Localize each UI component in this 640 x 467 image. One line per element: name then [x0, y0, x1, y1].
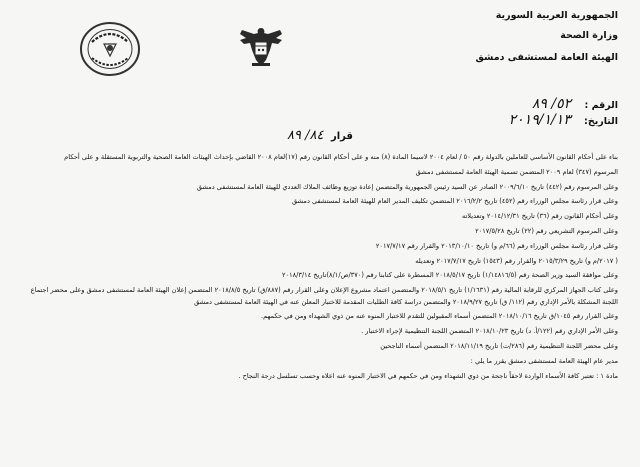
authority-name: الهيئة العامة لمستشفى دمشق: [475, 52, 618, 63]
document-header: [438, 10, 618, 72]
republic-name: الجمهورية العربية السورية: [495, 10, 618, 21]
paragraph-audit-agency: وعلى كتاب الجهاز المركزي للرقابة المالية رقم (١/١٦٣١) تاريخ ٢٠١٨/٥/١ والمتضمن اعتماد مشروع الإعلان وعلى القرار رقم (٨٨٧/ق) تاريخ ٢٠١٨/٨/٥ المتضمن إعلان الهيئة العامة لمستشفى دمشق وعلى محضر اجتماع اللجنة المشكلة بالأمر الإداري رقم (١١٢/ ق) تاريخ ٢٠١٨/٩/٢٧ والمتضمن دراسة كافة الطلبات المقدمة للاختبار المعلن عنه في الهيئة العامة لمستشفى دمشق: [30, 286, 618, 306]
ref-date-label: التاريخ:: [584, 116, 618, 127]
ministry-name: وزارة الصحة: [560, 30, 618, 41]
paragraph-article-1: مادة ١ : تعتبر كافة الأسماء الواردة لاحقاً ناجحة من ذوي الشهداء ومن في حكمهم في الاختبار المنوه عنه اعلاه وحسب تسلسل درجة النجاح .: [238, 371, 618, 380]
ref-number-label: الرقم :: [584, 100, 618, 111]
paragraph-decree-442: وعلى المرسوم رقم (٤٤٢) تاريخ ٢٠٠٩/٦/١٠ الصادر عن السيد رئيس الجمهورية والمتضمن إعادة توزيع وظائف الملاك العددي للهيئة العامة لمستشفى دمشق: [196, 182, 618, 191]
ref-date-value: ٢٠١٩/١/١٣: [508, 112, 571, 128]
paragraph-ministers-66: وعلى قرار رئاسة مجلس الوزراء رقم (٦٦/م و) تاريخ ٢٠١٣/١٠/١٠ والقرار رقم ٢٠١٧/٧/١٧: [375, 241, 618, 250]
paragraph-minister-approval: وعلى موافقة السيد وزير الصحة رقم (١/١٤٨١٦/٥) تاريخ ٢٠١٨/٥/١٧ المسطرة على كتابنا رقم (٣٧٠/ص/٨/١)تاريخ ٢٠١٨/٣/١٤: [282, 271, 618, 280]
syrian-eagle-emblem-icon: [236, 22, 286, 70]
paragraph-decision-1045: وعلى القرار رقم ١٠٤٥/ق تاريخ ٢٠١٨/١٠/١٦ المتضمن أسماء المقبولين للتقدم للاختبار المنوه عنه من ذوي الشهداء ومن في حكمهم.: [260, 312, 618, 321]
paragraph-amendment: ( ٢٠١٧/م و) تاريخ ٢٠١٥/٣/٢٩ والقرار رقم (١٥٤٣) تاريخ ٢٠١٧/٧/١٧ وتعديله: [415, 256, 618, 265]
ref-date: [448, 112, 618, 128]
decision-number: ٨٤/ ٨٩: [287, 128, 324, 143]
decision-title: [250, 128, 390, 143]
ministry-seal-icon: [78, 20, 142, 78]
paragraph-law-36: وعلى أحكام القانون رقم (٣٦) تاريخ ٢٠١٤/١٢/٣١ وتعديلاته: [461, 212, 618, 221]
paragraph-preamble-2: المرسوم (٣٤٧) لعام ٢٠٠٩ المتضمن تسمية الهيئة العامة لمستشفى دمشق: [415, 167, 618, 176]
paragraph-admin-order-122: وعلى الأمر الإداري رقم (١٢٢/أ. د) تاريخ ٢٠١٨/١٠/٢٣ المتضمن اللجنة التنظيمية لإجراء الاختبار .: [361, 327, 618, 336]
paragraph-preamble-1: بناء على أحكام القانون الأساسي للعاملين بالدولة رقم ٥٠ / لعام ٢٠٠٤ لاسيما المادة (٨) منه و على أحكام القانون رقم (١٧)لعام ٢٠٠٨ القاضي بإحداث الهيئات العامة الصحية والتربوية المستقلة و على أحكام: [64, 153, 618, 161]
decision-label: قرار: [330, 131, 353, 142]
paragraph-director-decides: مدير عام الهيئة العامة لمستشفى دمشق يقرر ما يلي :: [470, 356, 618, 365]
paragraph-decree-22: وعلى المرسوم التشريعي رقم (٢٢) تاريخ ٢٠١٧/٥/٢٨: [475, 226, 618, 235]
ref-number-value: ٥٢/ ٨٩: [531, 96, 572, 112]
paragraph-committee-minutes: وعلى محضر اللجنة التنظيمية رقم (٢٨٦/ت) تاريخ ٢٠١٨/١١/١٩ المتضمن أسماء الناجحين: [380, 341, 618, 350]
ref-number: [448, 96, 618, 112]
paragraph-ministers-452: وعلى قرار رئاسة مجلس الوزراء رقم (٤٥٢) تاريخ ٢٠١٦/٢/٢ المتضمن تكليف المدير العام للهيئة العامة لمستشفى دمشق: [292, 197, 618, 206]
document-body: [28, 152, 618, 385]
